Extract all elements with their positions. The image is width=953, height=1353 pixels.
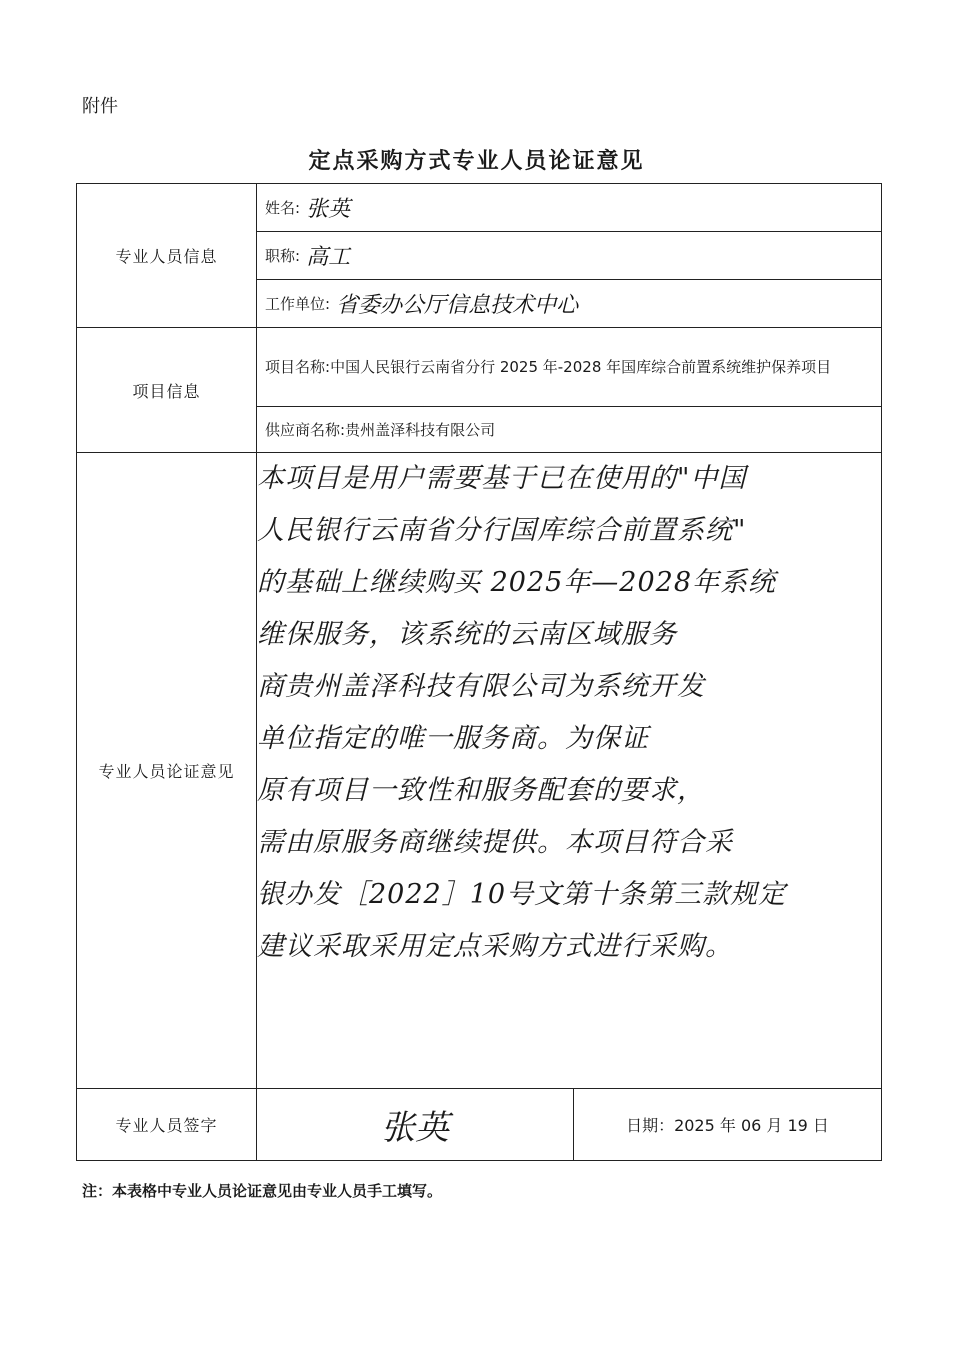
supplier-value: 贵州盖泽科技有限公司 [345,421,496,439]
attachment-label: 附件 [82,96,118,117]
opinion-line: 的基础上继续购买 2025年—2028年系统 [257,567,777,598]
signature-value: 张英 [381,1108,449,1148]
project-name-value: 中国人民银行云南省分行 2025 年-2028 年国库综合前置系统维护保养项目 [330,358,832,376]
opinion-line: 本项目是用户需要基于已在使用的"中国 [257,463,747,494]
opinion-line: 原有项目一致性和服务配套的要求， [257,775,705,806]
document-title: 定点采购方式专业人员论证意见 [308,149,645,174]
opinion-line: 需由原服务商继续提供。本项目符合采 [257,827,733,858]
expert-info-section-label: 专业人员信息 [77,184,257,328]
unit-value: 省委办公厅信息技术中心 [336,293,579,318]
footnote: 注：本表格中专业人员论证意见由专业人员手工填写。 [82,1182,443,1200]
opinion-line: 银办发［2022］10号文第十条第三款规定 [257,879,787,910]
opinion-line: 人民银行云南省分行国库综合前置系统" [257,515,747,546]
opinion-line: 单位指定的唯一服务商。为保证 [257,723,649,754]
name-label: 姓名: [265,199,301,217]
opinion-line: 维保服务，该系统的云南区域服务 [257,619,677,650]
unit-label: 工作单位: [265,295,331,313]
name-cell [257,184,882,232]
title-value: 高工 [306,245,351,270]
project-info-section-label: 项目信息 [77,328,257,453]
supplier-label: 供应商名称: [265,421,346,439]
opinion-section-label: 专业人员论证意见 [77,453,257,1089]
opinion-handwritten-cell [257,453,882,1089]
project-name-label: 项目名称: [265,358,331,376]
project-name-cell [257,328,882,407]
opinion-line: 建议采取采用定点采购方式进行采购。 [257,931,733,962]
title-cell [257,232,882,280]
name-value: 张英 [306,197,351,222]
title-label: 职称: [265,247,301,265]
signature-label: 专业人员签字 [77,1089,257,1161]
signature-cell [257,1089,574,1161]
opinion-line: 商贵州盖泽科技有限公司为系统开发 [257,671,705,702]
date-label: 日期：2025 年 06 月 19 日 [574,1089,882,1161]
opinion-form-table [76,183,882,1161]
supplier-cell [257,407,882,453]
unit-cell [257,280,882,328]
